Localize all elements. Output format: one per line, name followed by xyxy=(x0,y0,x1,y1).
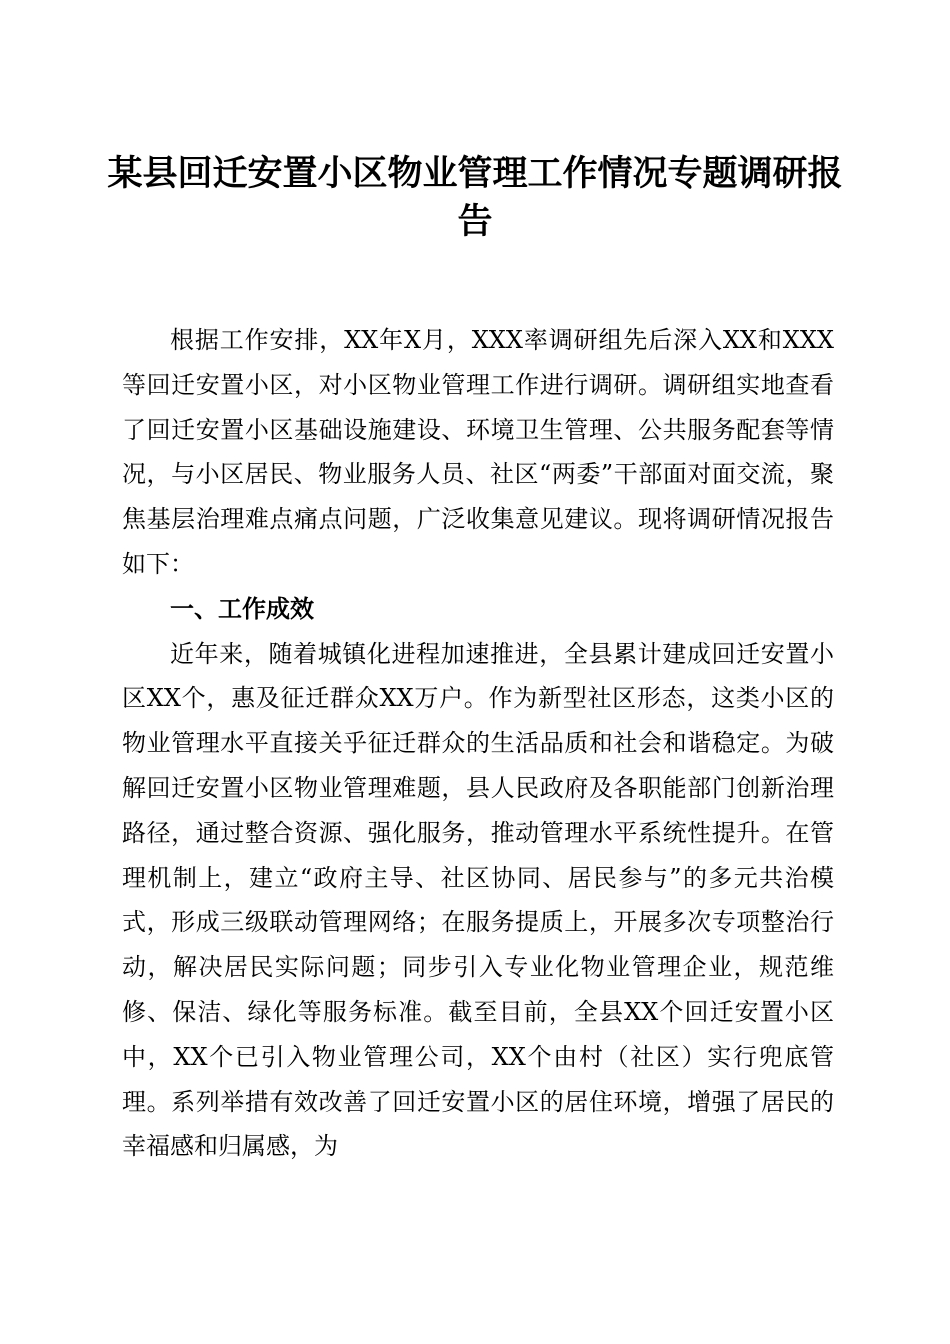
section-paragraph: 近年来，随着城镇化进程加速推进，全县累计建成回迁安置小区XX个，惠及征迁群众XX万户。作为新型社区形态，这类小区的物业管理水平直接关乎征迁群众的生活品质和社会和谐稳定。为破解回迁安置小区物业管理难题，县人民政府及各职能部门创新治理路径，通过整合资源、强化服务，推动管理水平系统性提升。在管理机制上，建立“政府主导、社区协同、居民参与”的多元共治模式，形成三级联动管理网络；在服务提质上，开展多次专项整治行动，解决居民实际问题；同步引入专业化物业管理企业，规范维修、保洁、绿化等服务标准。截至目前，全县XX个回迁安置小区中，XX个已引入物业管理公司，XX个由村（社区）实行兜底管理。系列举措有效改善了回迁安置小区的居住环境，增强了居民的幸福感和归属感，为 xyxy=(122,639,834,1161)
document-title: 某县回迁安置小区物业管理工作情况专题调研报告 xyxy=(107,153,843,242)
document-body xyxy=(122,318,834,1169)
intro-paragraph: 根据工作安排，XX年X月，XXX率调研组先后深入XX和XXX等回迁安置小区，对小区物业管理工作进行调研。调研组实地查看了回迁安置小区基础设施建设、环境卫生管理、公共服务配套等情况，与小区居民、物业服务人员、社区“两委”干部面对面交流，聚焦基层治理难点痛点问题，广泛收集意见建议。现将调研情况报告如下： xyxy=(122,326,834,578)
section-heading: 一、工作成效 xyxy=(170,594,314,623)
